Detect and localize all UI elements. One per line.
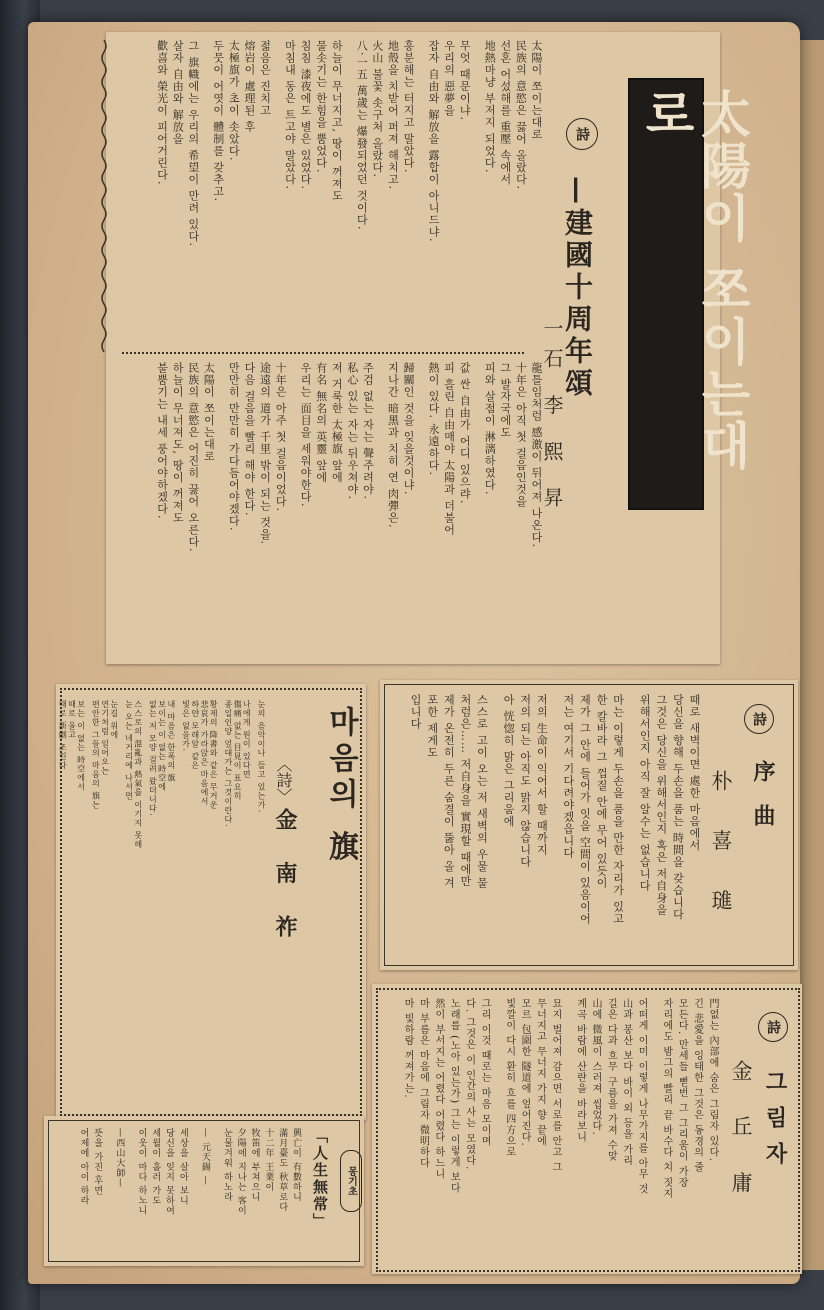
text-column: 이웃이 마다 하노니: [136, 1128, 147, 1216]
text-column: 門없는 內部에 숨은 그림자 있다.: [706, 998, 718, 1162]
poem2-text: [396, 694, 702, 958]
text-column: 十年은 아직 첫 걸음인것을: [514, 362, 528, 508]
text-column: 포한 제게도: [425, 694, 439, 759]
text-column: 피와 살점이 淋漓하였다.: [483, 362, 497, 496]
text-column: 그 발자국에도: [498, 362, 512, 439]
text-column: 때로 新劇 조린다.: [58, 700, 68, 774]
text-column: 熔岩이 處理된 후: [242, 40, 256, 133]
text-column: 저 거룩한 太極旗 앞에: [330, 362, 344, 484]
text-column: 民族의 意慾은 끓어 올랐다.: [514, 40, 528, 190]
text-column: 마침내 동은 트고야 말았다.: [283, 40, 297, 190]
text-column: 보는 이 없는 時空에서: [76, 700, 86, 792]
text-column: 다음 걸음을 빨리 해야 한다.: [242, 362, 256, 517]
text-column: 세월이 흘러 가도: [150, 1128, 161, 1206]
poem3-text: [58, 700, 266, 1104]
text-column: 모든다. 만세들 뻗번 그 그리움이 가장: [676, 998, 688, 1189]
poem1-divider: [122, 352, 524, 354]
text-column: 滿月臺도 秋草로다: [277, 1128, 288, 1212]
text-column: 빛깔이 다시 환히 흐를 四方으로: [503, 998, 515, 1158]
text-column: 당신을 잊지 못하여: [164, 1128, 175, 1216]
text-column: 계곡 바람에 산란을 바라보니: [574, 998, 586, 1143]
text-column: 황제의 降書와 같은 무거운: [209, 700, 219, 810]
text-column: 잡자 自由와 解放을 露합이 아니드냐.: [427, 40, 441, 243]
text-column: 제가 그 안에 들어가 잇을 空間이 있음이어: [578, 694, 592, 925]
text-column: 위해서인지 아직 잘 알수는 없습니다: [638, 694, 652, 892]
text-column: 途遠의 道가 千里 밖이 되는 것을.: [258, 362, 272, 545]
poem1-subtitle: —建國十周年頌: [561, 176, 594, 400]
poem4-title: 그림자: [762, 1070, 788, 1178]
text-column: 그리 이것 때로는 마음 모이며: [479, 998, 491, 1147]
text-column: 눈길 위에: [109, 700, 119, 740]
text-column: 입니다: [409, 694, 423, 730]
poem1-author: 一石 李 熙 昇: [540, 318, 564, 518]
text-column: 山에 微風이 스러져 씹었다.: [589, 998, 601, 1136]
poem4-author: 金 丘 庸: [729, 1060, 753, 1207]
text-column: 만만히 만만히 가다듬어야겠다.: [227, 362, 241, 532]
poem4-tag: 詩: [758, 1012, 788, 1042]
text-column: 물솟기는 한힘을 뿜었다.: [314, 40, 328, 174]
text-column: 보이는 이 없는 時空에: [157, 700, 167, 792]
text-column: 지나간 暗黑과 치히 연 肉彈은.: [386, 362, 400, 529]
text-column: 값 싼 自由가 어디 있으랴.: [458, 362, 472, 505]
text-column: 종일인양 엎대가는 그것이란다.: [223, 700, 233, 828]
text-column: 내 마음은 한폭의 旗: [166, 700, 176, 783]
text-column: 八·一五 萬歲는 爆發되었던 것이다.: [355, 40, 369, 231]
poem1-lower-text: [124, 362, 544, 652]
text-column: 傷痛 없는 目見이 표요히: [233, 700, 243, 801]
text-column: 눈의 음악이나 들고 있는가.: [256, 700, 266, 814]
text-column: 龍틀임처럼 感激이 뒤어져 나온다.: [529, 362, 543, 548]
poem5-title: 「人生無常」: [311, 1128, 329, 1230]
text-column: 太陽이 쪼이는대로: [529, 40, 543, 141]
text-column: 저는 여기서 기다려야겠읍니다: [561, 694, 575, 859]
poem1-tag: 詩: [566, 118, 598, 150]
text-column: 마 부름은 마음에 그림자 微明하다: [417, 998, 429, 1169]
text-column: 어제에 아이 하라: [78, 1128, 89, 1206]
text-column: 없는 저 모양 걸려 왔더니다.: [148, 700, 158, 817]
text-column: 私心 있는 자는 뒤우쳐야.: [345, 362, 359, 500]
poem4-text: [386, 998, 720, 1260]
text-column: 세상을 살아 보니: [177, 1128, 188, 1206]
poem1-title: 太陽이 쪼이는대로: [637, 88, 751, 472]
text-column: 편안한 그들의 마음의 旗는: [91, 700, 101, 810]
text-column: 太極旗가 초이 솟았다.: [227, 40, 241, 162]
poem5-tag: 몽기초: [340, 1150, 362, 1212]
text-column: 民族의 意慾은 어진히 끓어 오른다.: [186, 362, 200, 553]
text-column: 한 칼바라 그 껍질 안에 무어 있듯이: [595, 694, 609, 889]
text-column: 노래를 (노아 있는가) 그는 이렇게 보다: [448, 998, 460, 1194]
text-column: 주검 없는 자는 聲주려야.: [361, 362, 375, 500]
poem2-author: 朴 喜 璡: [709, 770, 733, 927]
text-column: 悲哀가 가라앉은 마음에서: [199, 700, 209, 807]
text-column: 불뿜기는 내세 풍어야하겠다.: [155, 362, 169, 520]
text-column: 歸關인 것을 잊을것이냐.: [402, 362, 416, 496]
text-column: 하늘이 무너져도, 땅이 꺼져도: [171, 362, 185, 524]
text-column: 山과 봉산 보다 바이 외 등을 가리: [620, 998, 632, 1167]
text-column: 우리는 面目을 세워야한다.: [299, 362, 313, 508]
text-column: 빛은 없을가.: [181, 700, 191, 753]
text-column: 때로 울고: [67, 700, 77, 740]
text-column: 선혼 어섰해를 重壓 속에서: [498, 40, 512, 186]
text-column: 제가 온전히 두른 숨결이 뚫아 올 겨: [442, 694, 456, 889]
text-column: 긴 悲愛을 잉태한 그것은 동경의 줄: [691, 998, 703, 1173]
text-column: 地熱마냥 부저지 되었다.: [483, 40, 497, 174]
text-column: 地殼을 치받어 퍼져 해치고.: [386, 40, 400, 190]
text-column: 모르 包圍한 隧道에 엎어진다.: [519, 998, 531, 1147]
poem5-text: [58, 1128, 302, 1254]
text-column: 침침 漆夜에도 별은 있었다.: [299, 40, 313, 190]
text-column: 눈물겨워 하노라: [221, 1128, 232, 1202]
text-column: 十年은 아주 첫 걸음이었다.: [274, 362, 288, 512]
text-column: 뜻을 가진 후면: [92, 1128, 103, 1196]
text-column: 두뭇이 어엿이 體制를 갖추고.: [211, 40, 225, 202]
text-column: 스스로 고이 오는 저 새벽의 우물 물: [475, 694, 489, 889]
poem1-title-banner: [628, 78, 751, 510]
text-column: 十二年 王業이: [263, 1128, 274, 1192]
text-column: — 元天錫 —: [199, 1128, 210, 1186]
text-column: 피 흘린 自由매야 太陽과 더불어: [442, 362, 456, 536]
text-column: 그 旗幟에는 우리의 希望이 만려 있다.: [186, 40, 200, 247]
poem1-left-border: [100, 40, 108, 362]
text-column: 마는 이렇게 두손을 품을 만한 자리가 있고: [611, 694, 625, 925]
text-column: 熱이 있다. 永遠하다.: [427, 362, 441, 476]
poem2-title: 序曲: [750, 760, 776, 848]
poem3-author: 金 南 祚: [272, 808, 298, 950]
text-column: 때로 새벽이면 處한 마음에서: [687, 694, 701, 852]
poem3-title: 마음의 旗: [323, 706, 358, 867]
poem1-upper-text: [124, 40, 544, 346]
text-column: 有名 無名의 英靈 앞에: [314, 362, 328, 484]
text-column: 하늘이 무너지고, 땅이 꺼져도: [330, 40, 344, 202]
text-column: 아 恍惚히 맑은 그리움에: [502, 694, 516, 828]
text-column: 어떠게 이미 이렇게 나무가지를 아무 것: [636, 998, 648, 1195]
text-column: 然이 부서지는 어렸다 어렸다 하느니: [432, 998, 444, 1180]
text-column: 길은 다과 흐무 구름을 가져 수맞: [605, 998, 617, 1162]
text-column: 저의 生命이 익어서 할 때까지: [535, 694, 549, 856]
text-column: 무엇 때문이냐.: [458, 40, 472, 121]
text-column: 다. 그것은 이 인간의 사는 모였다.: [463, 998, 475, 1171]
text-column: 눈 오는 네거리에 나서면: [124, 700, 134, 801]
text-column: 牧笛에 부쳐으니: [249, 1128, 260, 1202]
text-column: 하얀 모래알 같은: [190, 700, 200, 771]
text-column: 歡喜와 榮光이 피어거린다.: [155, 40, 169, 186]
text-column: 흥분해는 터지고 말았다.: [402, 40, 416, 174]
text-column: 興亡이 有數하니: [290, 1128, 301, 1202]
text-column: 저의 되는 아직도 맑지 않습니다: [518, 694, 532, 868]
text-column: 처럼은…… 저自身을 實現할 때에만: [458, 694, 472, 888]
poem3-tag: 〈詩〉: [274, 756, 293, 804]
text-column: 살자 自由와 解放을: [171, 40, 185, 145]
text-column: 나에게 원이 있다면: [242, 700, 252, 780]
text-column: 무너지고 무너지 가지 향 끝에: [534, 998, 546, 1147]
text-column: 太陽이 쪼이는대로: [202, 362, 216, 463]
text-column: 스스로의 混亂과 熱氣를 이기지 못해: [133, 700, 143, 850]
text-column: —西山大師—: [114, 1128, 125, 1188]
text-column: 夕陽에 지나는 客이: [235, 1128, 246, 1216]
text-column: 火山 불꽃 솟구처 올랐다.: [370, 40, 384, 178]
text-column: 마 빛하람 꺼져가는.: [402, 998, 414, 1099]
text-column: 우리의 惡夢을: [442, 40, 456, 117]
text-column: 연기처럼 일어오는: [100, 700, 110, 776]
text-column: 자리에도 밤그의 빨리 끝 바수다 치 짓지: [660, 998, 672, 1200]
poem2-tag: 詩: [744, 704, 774, 734]
text-column: 젊음은 진치고: [258, 40, 272, 117]
text-column: 당신을 향해 두손을 품는 時間을 갖습니다: [671, 694, 685, 921]
text-column: 묘지 벌어져 감으면 서로를 안고 그: [549, 998, 561, 1173]
text-column: 그것은 당신을 위해서인지 혹은 저自身을: [654, 694, 668, 916]
